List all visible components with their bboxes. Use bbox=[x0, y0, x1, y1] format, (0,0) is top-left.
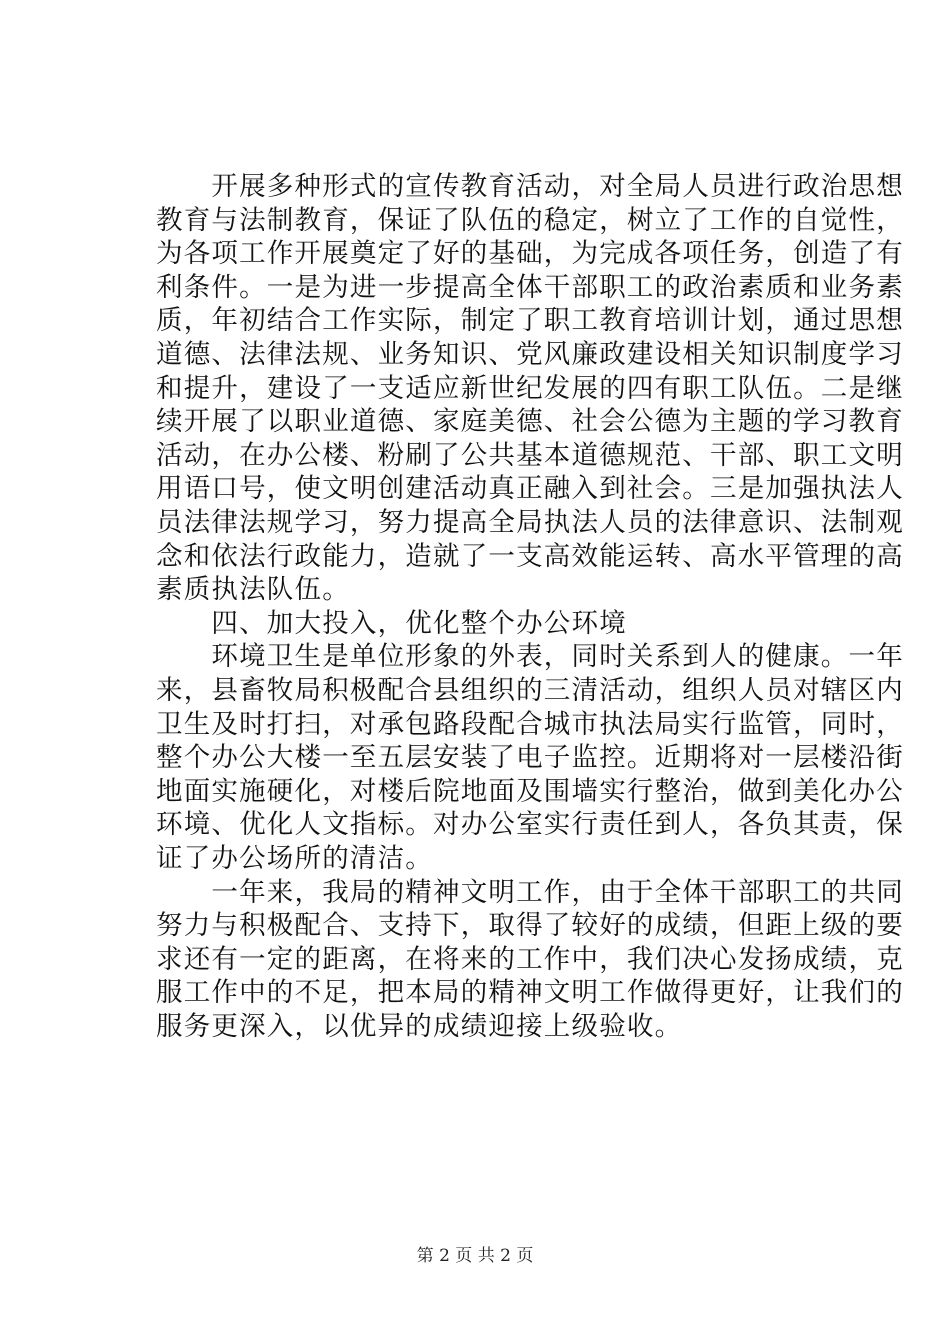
text-line: 来，县畜牧局积极配合县组织的三清活动，组织人员对辖区内 bbox=[156, 675, 904, 706]
text-line: 环境、优化人文指标。对办公室实行责任到人，各负其责，保 bbox=[156, 809, 904, 841]
text-line: 努力与积极配合、支持下，取得了较好的成绩，但距上级的要 bbox=[156, 910, 904, 942]
text-line: 一年来，我局的精神文明工作，由于全体干部职工的共同 bbox=[156, 876, 904, 908]
text-line: 服务更深入，以优异的成绩迎接上级验收。 bbox=[156, 1011, 683, 1042]
text-line: 服工作中的不足，把本局的精神文明工作做得更好，让我们的 bbox=[156, 977, 904, 1009]
text-line: 和提升，建设了一支适应新世纪发展的四有职工队伍。二是继 bbox=[156, 372, 904, 404]
text-line: 环境卫生是单位形象的外表，同时关系到人的健康。一年 bbox=[156, 641, 904, 673]
text-line: 利条件。一是为进一步提高全体干部职工的政治素质和业务素 bbox=[156, 271, 904, 303]
text-line: 地面实施硬化，对楼后院地面及围墙实行整治，做到美化办公 bbox=[156, 775, 904, 807]
text-line: 员法律法规学习，努力提高全局执法人员的法律意识、法制观 bbox=[156, 507, 904, 538]
text-line: 教育与法制教育，保证了队伍的稳定，树立了工作的自觉性， bbox=[156, 204, 904, 236]
text-line: 素质执法队伍。 bbox=[156, 574, 350, 606]
text-line: 质，年初结合工作实际，制定了职工教育培训计划，通过思想 bbox=[156, 305, 904, 337]
text-line: 卫生及时打扫，对承包路段配合城市执法局实行监管，同时， bbox=[156, 708, 904, 740]
text-line: 活动，在办公楼、粉刷了公共基本道德规范、干部、职工文明 bbox=[156, 439, 904, 471]
text-line: 为各项工作开展奠定了好的基础，为完成各项任务，创造了有 bbox=[156, 238, 904, 270]
text-line: 证了办公场所的清洁。 bbox=[156, 843, 433, 874]
text-line: 四、加大投入，优化整个办公环境 bbox=[156, 607, 627, 639]
text-line: 续开展了以职业道德、家庭美德、社会公德为主题的学习教育 bbox=[156, 406, 904, 438]
text-line: 求还有一定的距离，在将来的工作中，我们决心发扬成绩，克 bbox=[156, 943, 904, 975]
text-line: 念和依法行政能力，造就了一支高效能运转、高水平管理的高 bbox=[156, 540, 904, 572]
page-footer: 第 2 页 共 2 页 bbox=[416, 1246, 534, 1266]
text-line: 开展多种形式的宣传教育活动，对全局人员进行政治思想 bbox=[156, 171, 904, 202]
text-line: 用语口号，使文明创建活动真正融入到社会。三是加强执法人 bbox=[156, 473, 904, 505]
text-line: 整个办公大楼一至五层安装了电子监控。近期将对一层楼沿街 bbox=[156, 742, 904, 774]
text-line: 道德、法律法规、业务知识、党风廉政建设相关知识制度学习 bbox=[156, 339, 904, 370]
